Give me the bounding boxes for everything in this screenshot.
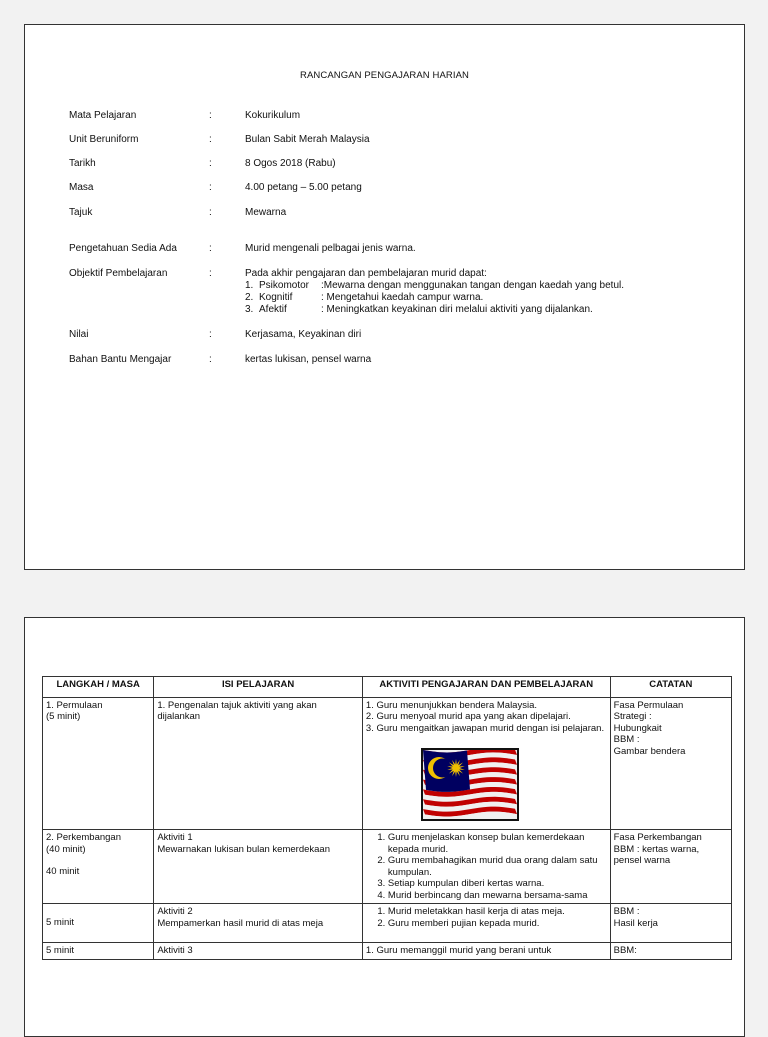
objective-item: [245, 304, 624, 316]
cell-isi: Aktiviti 3: [154, 943, 363, 960]
list-item: 1. Guru menjelaskan konsep bulan kemerdekaan kepada murid.: [388, 832, 607, 855]
objective-key: Psikomotor: [259, 280, 310, 291]
field-value: Mewarna: [245, 207, 287, 218]
field-colon: :: [209, 182, 212, 193]
cell-text: Fasa Perkembangan: [613, 832, 702, 843]
objective-desc: : Mengetahui kaedah campur warna.: [321, 292, 484, 303]
field-colon: :: [209, 243, 212, 254]
cell-langkah: [43, 904, 154, 943]
cell-text: 1. Guru menunjukkan bendera Malaysia.: [365, 699, 538, 711]
objective-item: [245, 292, 624, 304]
list-item: 2. Guru memberi pujian kepada murid.: [388, 918, 607, 930]
cell-text: 1. Permulaan: [46, 699, 103, 711]
page-one: [24, 24, 745, 570]
objective-number: 3.: [245, 304, 254, 315]
objective-number: 1.: [245, 280, 254, 291]
cell-langkah: 5 minit: [43, 943, 154, 960]
cell-text: 3. Guru mengaitkan jawapan murid dengan isi pelajaran.: [365, 722, 605, 734]
cell-text: Mewarnakan lukisan bulan kemerdekaan: [157, 843, 330, 855]
field-colon: :: [209, 329, 212, 340]
objective-number: 2.: [245, 292, 254, 303]
field-value: 8 Ogos 2018 (Rabu): [245, 158, 336, 169]
cell-langkah: [43, 697, 154, 830]
header-catatan: CATATAN: [610, 677, 731, 698]
cell-text: Gambar bendera: [613, 745, 686, 757]
table-row: [43, 904, 732, 943]
field-colon: :: [209, 268, 212, 279]
field-label: Masa: [69, 182, 94, 193]
cell-catatan: [610, 697, 731, 830]
cell-text: Strategi :: [613, 711, 652, 722]
malaysia-flag-image: [421, 748, 519, 821]
field-colon: :: [209, 134, 212, 145]
cell-text: (5 minit): [46, 711, 81, 722]
field-value: [245, 267, 624, 316]
cell-text: 2. Guru menyoal murid apa yang akan dipelajari.: [365, 711, 571, 722]
field-colon: :: [209, 207, 212, 218]
field-label: Unit Beruniform: [69, 134, 139, 145]
objective-desc: : Meningkatkan keyakinan diri melalui aktiviti yang dijalankan.: [321, 304, 593, 315]
cell-catatan: [610, 904, 731, 943]
cell-aktiviti: 1. Guru memanggil murid yang berani untuk: [362, 943, 610, 960]
cell-text: Mempamerkan hasil murid di atas meja: [157, 917, 324, 929]
objective-desc: :Mewarna dengan menggunakan tangan dengan kaedah yang betul.: [321, 280, 625, 291]
page-two: [24, 617, 745, 1037]
cell-text: 2. Perkembangan: [46, 832, 121, 843]
cell-isi: 1. Pengenalan tajuk aktiviti yang akan dijalankan: [154, 697, 363, 830]
cell-text: 40 minit: [46, 866, 80, 877]
header-aktiviti: AKTIVITI PENGAJARAN DAN PEMBELAJARAN: [362, 677, 610, 698]
field-label: Bahan Bantu Mengajar: [69, 354, 172, 365]
field-colon: :: [209, 158, 212, 169]
list-item: 3. Setiap kumpulan diberi kertas warna.: [388, 878, 607, 890]
field-label: Pengetahuan Sedia Ada: [69, 243, 177, 254]
field-value: Kokurikulum: [245, 110, 301, 121]
field-value: Bulan Sabit Merah Malaysia: [245, 134, 370, 145]
objective-key: Kognitif: [259, 292, 293, 303]
objective-key: Afektif: [259, 304, 287, 315]
cell-text: Aktiviti 2: [157, 906, 193, 917]
field-value: kertas lukisan, pensel warna: [245, 354, 372, 365]
flag-shade: [423, 750, 517, 819]
cell-aktiviti: [362, 697, 610, 830]
cell-catatan: [610, 830, 731, 904]
objective-list: [245, 280, 624, 316]
field-colon: :: [209, 110, 212, 121]
cell-isi: [154, 830, 363, 904]
list-item: 1. Murid meletakkan hasil kerja di atas meja.: [388, 906, 607, 918]
cell-aktiviti: [362, 830, 610, 904]
lesson-table: [42, 676, 732, 960]
cell-text: Fasa Permulaan: [613, 699, 684, 711]
cell-text: 5 minit: [46, 917, 74, 928]
cell-aktiviti: [362, 904, 610, 943]
table-row: [43, 830, 732, 904]
cell-text: Aktiviti 1: [157, 832, 193, 843]
cell-text: (40 minit): [46, 843, 86, 855]
cell-text: BBM :: [613, 906, 640, 917]
cell-text: Hasil kerja: [613, 917, 658, 929]
field-label: Objektif Pembelajaran: [69, 268, 168, 279]
cell-langkah: [43, 830, 154, 904]
header-isi: ISI PELAJARAN: [154, 677, 363, 698]
cell-text: Hubungkait: [613, 722, 662, 734]
field-colon: :: [209, 354, 212, 365]
field-value: 4.00 petang – 5.00 petang: [245, 182, 362, 193]
header-langkah: LANGKAH / MASA: [43, 677, 154, 698]
list-item: 4. Murid berbincang dan mewarna bersama-sama: [388, 890, 607, 902]
malaysia-flag-icon: [423, 750, 517, 819]
activity-list: [366, 832, 607, 901]
table-row: [43, 943, 732, 960]
field-label: Tarikh: [69, 158, 96, 169]
table-row: [43, 697, 732, 830]
cell-catatan: BBM:: [610, 943, 731, 960]
list-item: 2. Guru membahagikan murid dua orang dalam satu kumpulan.: [388, 855, 607, 878]
field-value: Murid mengenali pelbagai jenis warna.: [245, 243, 416, 254]
cell-text: BBM :: [613, 734, 640, 745]
objective-item: [245, 280, 624, 292]
cell-isi: [154, 904, 363, 943]
activity-list: [366, 906, 607, 929]
cell-text: BBM : kertas warna, pensel warna: [613, 843, 700, 866]
field-label: Mata Pelajaran: [69, 110, 137, 121]
field-value: Kerjasama, Keyakinan diri: [245, 329, 362, 340]
page-title: RANCANGAN PENGAJARAN HARIAN: [300, 70, 469, 81]
field-label: Tajuk: [69, 207, 93, 218]
field-label: Nilai: [69, 329, 89, 340]
table-header-row: [43, 677, 732, 698]
objective-intro: Pada akhir pengajaran dan pembelajaran murid dapat:: [245, 268, 487, 279]
